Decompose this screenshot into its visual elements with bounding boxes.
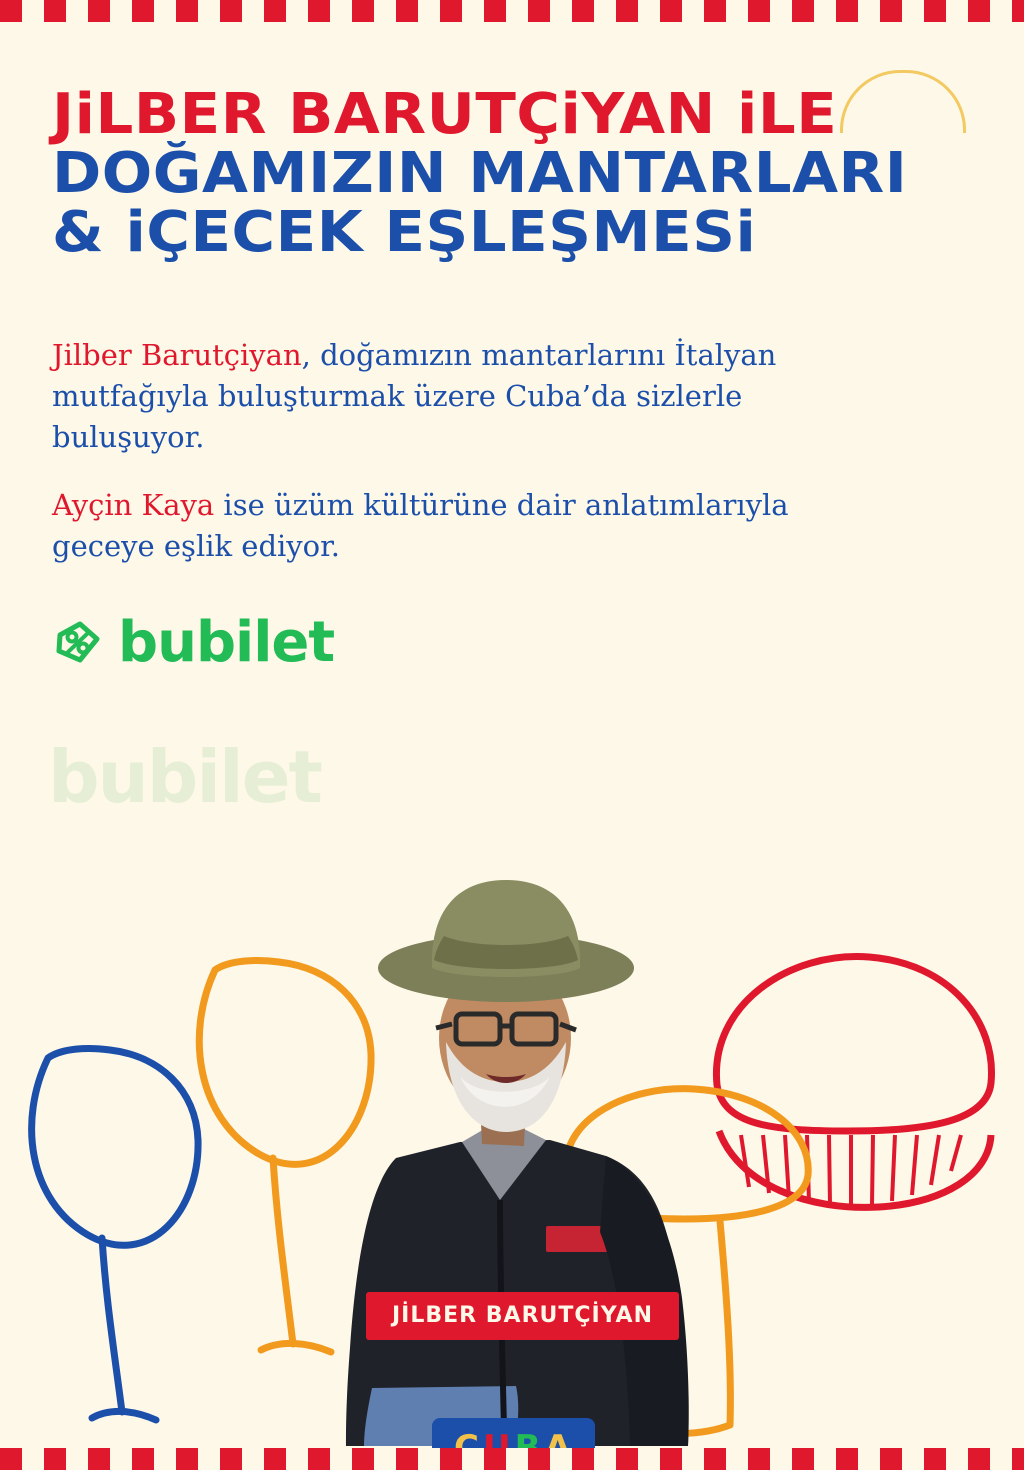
- headline-line-1: JiLBER BARUTÇiYAN iLE: [52, 82, 838, 147]
- paragraph-1-highlight: Jilber Barutçiyan: [52, 338, 302, 372]
- paragraph-2-rest: ise üzüm kültürüne dair anlatımlarıyla geceye eşlik ediyor.: [52, 487, 789, 563]
- paragraph-2-highlight: Ayçin Kaya: [52, 487, 215, 522]
- sponsor-name: bubilet: [118, 610, 335, 675]
- status-badge: JİLBER BARUTÇİYAN: [366, 1292, 679, 1340]
- speaker-photo: [300, 828, 730, 1448]
- paragraph-2: [52, 485, 812, 567]
- description-block: [52, 335, 812, 593]
- checkered-border-bottom: [0, 1448, 1024, 1470]
- paragraph-1-rest: , doğamızın mantarlarını İtalyan mutfağıyla buluşturmak üzere Cuba’da sizlerle buluşuyor.: [52, 338, 777, 455]
- sponsor-logo[interactable]: [50, 610, 335, 675]
- watermark-text: bubilet: [48, 735, 321, 819]
- headline-line-2: DOĞAMIZIN MANTARLARI: [52, 140, 908, 206]
- headline-line-3: & iÇECEK EŞLEŞMESi: [52, 199, 757, 265]
- ticket-percent-icon: [50, 615, 106, 671]
- paragraph-1: [52, 335, 812, 459]
- checkered-border-top: [0, 0, 1024, 22]
- page-title: [52, 82, 912, 265]
